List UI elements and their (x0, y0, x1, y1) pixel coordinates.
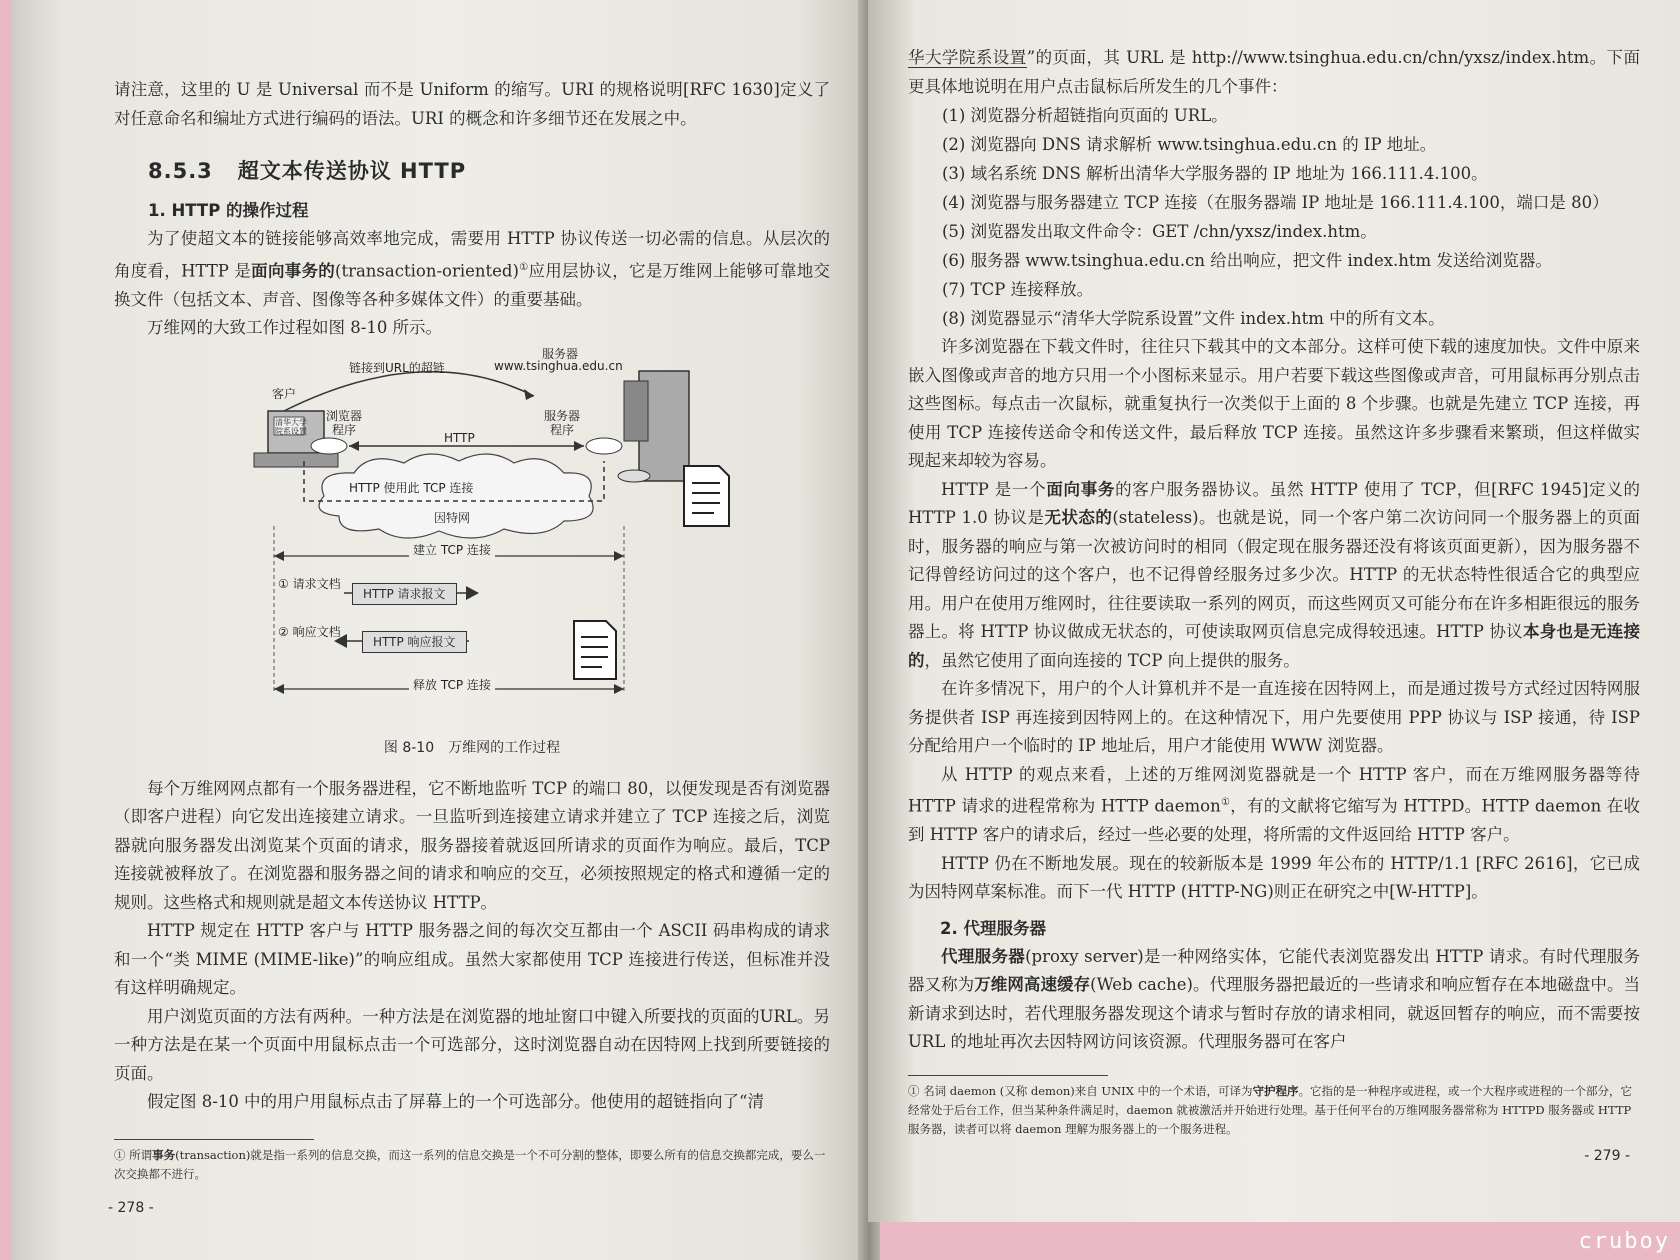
hyperlink-arc (284, 371, 534, 410)
server-front (624, 381, 648, 441)
list-item: (8) 浏览器显示“清华大学院系设置”文件 index.htm 中的所有文本。 (942, 309, 1445, 328)
fig-server-prog-label-2: 程序 (550, 422, 575, 437)
subsection-heading-1: 1. HTTP 的操作过程 (148, 201, 309, 220)
page-number-right: - 279 - (1584, 1148, 1630, 1164)
paragraph-daemon: 从 HTTP 的观点来看，上述的万维网浏览器就是一个 HTTP 客户，而在万维网服务器等待 HTTP 请求的进程常称为 HTTP daemon①，有的文献将它缩写为 HTTPD。HTTP daemon 在收到 HTTP 客户的请求后，经过一些必要的处理，将所需的文件返回给 HTTP 客户。 (908, 764, 1640, 844)
subsection-heading-2: 2. 代理服务器 (940, 918, 1046, 938)
paragraph-http-development: HTTP 仍在不断地发展。现在的较新版本是 1999 年公布的 HTTP/1.1 [RFC 2616]，它已成为因特网草案标准。而下一代 HTTP (HTTP-NG)则正在研究之中[W-HTTP]。 (908, 853, 1640, 901)
fig-screen-text-2: 院系设置 (275, 426, 307, 436)
section-heading (148, 155, 830, 185)
document-icon-top (684, 466, 729, 526)
event-steps-list (908, 101, 1640, 333)
list-item: (5) 浏览器发出取文件命令：GET /chn/yxsz/index.htm。 (942, 222, 1377, 241)
intro-paragraph: 请注意，这里的 U 是 Universal 而不是 Uniform 的缩写。URI 的规格说明[RFC 1630]定义了对任意命名和编址方式进行编码的语法。URI 的概念和许多细节还在发展之中。 (114, 80, 830, 128)
figure-caption: 图 8-10 万维网的工作过程 (383, 739, 561, 756)
http-arrow-left (349, 441, 359, 451)
paragraph-example-start: 假定图 8-10 中的用户用鼠标点击了屏幕上的一个可选部分。他使用的超链指向了“清 (147, 1092, 764, 1111)
fig-server-label: 服务器 (542, 346, 579, 361)
fig-response-message: HTTP 响应报文 (362, 631, 467, 653)
paragraph-browse-methods: 用户浏览页面的方法有两种。一种方法是在浏览器的地址窗口中键入所要找的页面的URL。另一种方法是在某一个页面中用鼠标点击一个可选部分，这时浏览器自动在因特网上找到所要链接的页面。 (114, 1006, 830, 1083)
fig-screen-text-1: 清华大学 (275, 417, 307, 427)
fig-tcp-release-label: 释放 TCP 连接 (409, 676, 495, 693)
list-item: (7) TCP 连接释放。 (942, 280, 1094, 299)
fig-server-host: www.tsinghua.edu.cn (494, 358, 623, 373)
list-item: (2) 浏览器向 DNS 请求解析 www.tsinghua.edu.cn 的 IP 地址。 (942, 135, 1437, 154)
fig-http-label: HTTP (444, 430, 475, 445)
paragraph-proxy: 代理服务器(proxy server)是一种网络实体，它能代表浏览器发出 HTTP 请求。有时代理服务器又称为万维网高速缓存(Web cache)。代理服务器把最近的一些请求和响应暂存在本地磁盘中。当新请求到达时，若代理服务器发现这个请求与暂时存放的请求相同，就返回暂存的响应，而不需要按 URL 的地址再次去因特网访问该资源。代理服务器可在客户 (908, 946, 1641, 1051)
section-number: 8.5.3 (148, 159, 213, 183)
fig-tcp-establish-label: 建立 TCP 连接 (409, 541, 495, 558)
paragraph-server-process: 每个万维网网点都有一个服务器进程，它不断地监听 TCP 的端口 80，以便发现是否有浏览器（即客户进程）向它发出连接建立请求。一旦监听到连接建立请求并建立了 TCP 连接之后，浏览器就向服务器发出浏览某个页面的请求，服务器接着就返回所请求的页面作为响应。最后，TCP 连接就被释放了。在浏览器和服务器之间的请求和响应的交互，必须按照规定的格式和遵循一定的规则。这些格式和规则就是超文本传送协议 HTTP。 (114, 778, 830, 912)
list-item: (6) 服务器 www.tsinghua.edu.cn 给出响应，把文件 index.htm 发送给浏览器。 (942, 251, 1552, 270)
server-ellipse (586, 438, 622, 454)
footnote-rule (908, 1075, 1108, 1076)
fig-step1-label: ① 请求文档 (278, 576, 341, 591)
fig-browser-label-2: 程序 (332, 422, 357, 437)
disk (618, 470, 650, 482)
client-keyboard (254, 453, 338, 467)
right-page (868, 0, 1680, 1222)
section-title: 超文本传送协议 HTTP (237, 159, 467, 183)
page-number-left: - 278 - (108, 1200, 154, 1216)
http-arrow-right (574, 441, 584, 451)
footnote-transaction: ① 所谓事务(transaction)就是指一系列的信息交换，而这一系列的信息交换是一个不可分割的整体，即要么所有的信息交换都完成，要么一次交换都不进行。 (114, 1147, 826, 1181)
paragraph-http-intro: 为了使超文本的链接能够高效率地完成，需要用 HTTP 协议传送一切必需的信息。从层次的角度看，HTTP 是面向事务的(transaction-oriented)①应用层协议，它是万维网上能够可靠地交换文件（包括文本、声音、图像等各种多媒体文件）的重要基础。 (114, 229, 831, 309)
fig-browser-label-1: 浏览器 (326, 408, 363, 423)
fig-request-message: HTTP 请求报文 (352, 583, 457, 605)
fig-step2-label: ② 响应文档 (278, 624, 341, 639)
paragraph-http-rules: HTTP 规定在 HTTP 客户与 HTTP 服务器之间的每次交互都由一个 ASCII 码串构成的请求和一个“类 MIME (MIME-like)”的响应组成。虽然大家都使用 TCP 连接进行传送，但标准并没有这样明确规定。 (114, 921, 830, 997)
browser-ellipse (311, 438, 347, 454)
list-item: (4) 浏览器与服务器建立 TCP 连接（在服务器端 IP 地址是 166.111.4.100，端口是 80） (942, 193, 1609, 212)
document-icon-bottom (574, 621, 616, 679)
fig-client-label: 客户 (272, 386, 297, 401)
fig-hyperlink-label: 链接到URL的超链 (349, 360, 445, 375)
left-page (12, 0, 868, 1260)
footnote-daemon: ① 名词 daemon (又称 demon)来自 UNIX 中的一个术语，可译为守护程序。它指的是一种程序或进程，或一个大程序或进程的一个部分，它经常处于后台工作，但当某种条件满足时，daemon 就被激活并开始进行处理。基于任何平台的万维网服务器常称为 HTTPD 服务器或 HTTP 服务器，读者可以将 daemon 理解为服务器上的一个服务进程。 (908, 1083, 1633, 1136)
paragraph-url-example: 华大学院系设置”的页面，其 URL 是 http://www.tsinghua.edu.cn/chn/yxsz/index.htm。下面更具体地说明在用户点击鼠标后所发生的几个事件： (908, 48, 1640, 96)
fig-server-prog-label-1: 服务器 (544, 408, 581, 423)
paragraph-stateless: HTTP 是一个面向事务的客户服务器协议。虽然 HTTP 使用了 TCP，但[RFC 1945]定义的 HTTP 1.0 协议是无状态的(stateless)。也就是说，同一个客户第二次访问同一个服务器上的页面时，服务器的响应与第一次被访问时的相同（假定现在服务器还没有将该页面更新），因为服务器不记得曾经访问过的这个客户，也不记得曾经服务过多少次。HTTP 的无状态特性很适合它的典型应用。用户在使用万维网时，往往要读取一系列的网页，而这些网页又可能分布在许多相距很远的服务器上。将 HTTP 协议做成无状态的，可使读取网页信息完成得较迅速。HTTP 协议本身也是无连接的，虽然它使用了面向连接的 TCP 向上提供的服务。 (908, 479, 1640, 670)
list-item: (1) 浏览器分析超链指向页面的 URL。 (942, 106, 1228, 125)
fig-internet-label: 因特网 (434, 510, 471, 525)
paragraph-download-text: 许多浏览器在下载文件时，往往只下载其中的文本部分。这样可使下载的速度加快。文件中原来嵌入图像或声音的地方只用一个小图标来显示。用户若要下载这些图像或声音，可用鼠标再分别点击这些图标。每点击一次鼠标，就重复执行一次类似于上面的 8 个步骤。也就是先建立 TCP 连接，再使用 TCP 连接传送命令和传送文件，最后释放 TCP 连接。虽然这许多步骤看来繁琐，但这样做实现起来却较为容易。 (908, 337, 1640, 470)
figure-8-10 (244, 346, 804, 731)
fig-tcp-use-label: HTTP 使用此 TCP 连接 (349, 480, 474, 495)
paragraph-isp: 在许多情况下，用户的个人计算机并不是一直连接在因特网上，而是通过拨号方式经过因特网服务提供者 ISP 再连接到因特网上的。在这种情况下，用户先要使用 PPP 协议与 ISP 接通，待 ISP 分配给用户一个临时的 IP 地址后，用户才能使用 WWW 浏览器。 (908, 679, 1640, 755)
list-item: (3) 域名系统 DNS 解析出清华大学服务器的 IP 地址为 166.111.4.100。 (942, 164, 1488, 183)
footnote-rule (114, 1139, 314, 1140)
watermark: cruboy (1578, 1229, 1670, 1254)
paragraph-figure-ref: 万维网的大致工作过程如图 8-10 所示。 (147, 318, 443, 337)
